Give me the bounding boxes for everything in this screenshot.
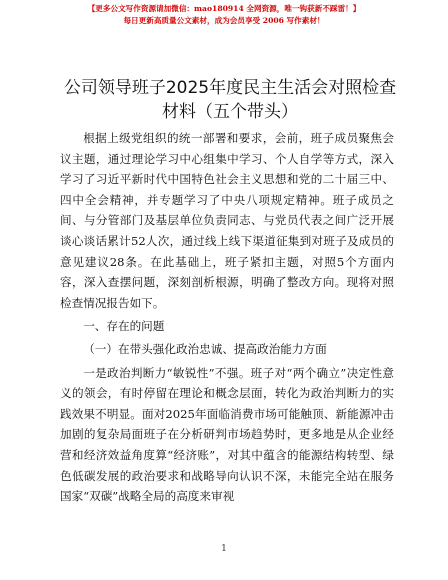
body-paragraph: 一是政治判断力“敏锐性”不强。班子对“两个确立”决定性意义的领会，有时停留在理论和概念层面，转化为政治判断力的实践效果不明显。面对2025年面临消费市场可能触顶、新能源冲击加剧的复杂局面班子在分析研判市场趋势时，更多地是从企业经营和经济效益角度算“经济账”，对其中蕴含的能源结构转型、绿色低碳发展的政治要求和战略导向认识不深，未能完全站在服务国家“双碳”战略全局的高度来审视 — [60, 365, 394, 504]
subsection-heading: （一）在带头强化政治忠诚、提高政治能力方面 — [83, 341, 327, 356]
intro-paragraph: 根据上级党组织的统一部署和要求，会前，班子成员聚焦会议主题，通过理论学习中心组集中学习、个人自学等方式，深入学习了习近平新时代中国特色社会主义思想和党的二十届三中、四中全会精神，并专题学习了中央八项规定精神。班子成员之间、与分管部门及基层单位负责同志、与党员代表之间广泛开展谈心谈话累计52人次，通过线上线下渠道征集到对班子及成员的意见建议28条。在此基础上，班子紧扣主题，对照5个方面内容，深入查摆问题，深刻剖析根源，明确了整改方向。现将对照检查情况报告如下。 — [60, 131, 394, 310]
promo-banner-line1: 【更多公文写作资源请加微信：mao180914 全网资源，唯一钩获新不踩雷！】 — [87, 4, 361, 13]
document-body — [60, 128, 394, 507]
section-heading: 一、存在的问题 — [83, 319, 165, 334]
page-number: 1 — [221, 544, 227, 554]
promo-banner-line2: 每日更新高质量公文素材，成为会员享受 2006 写作素材！ — [123, 15, 325, 25]
document-title: 公司领导班子2025年度民主生活会对照检查材料（五个带头） — [63, 78, 397, 122]
promo-banner — [0, 3, 448, 26]
